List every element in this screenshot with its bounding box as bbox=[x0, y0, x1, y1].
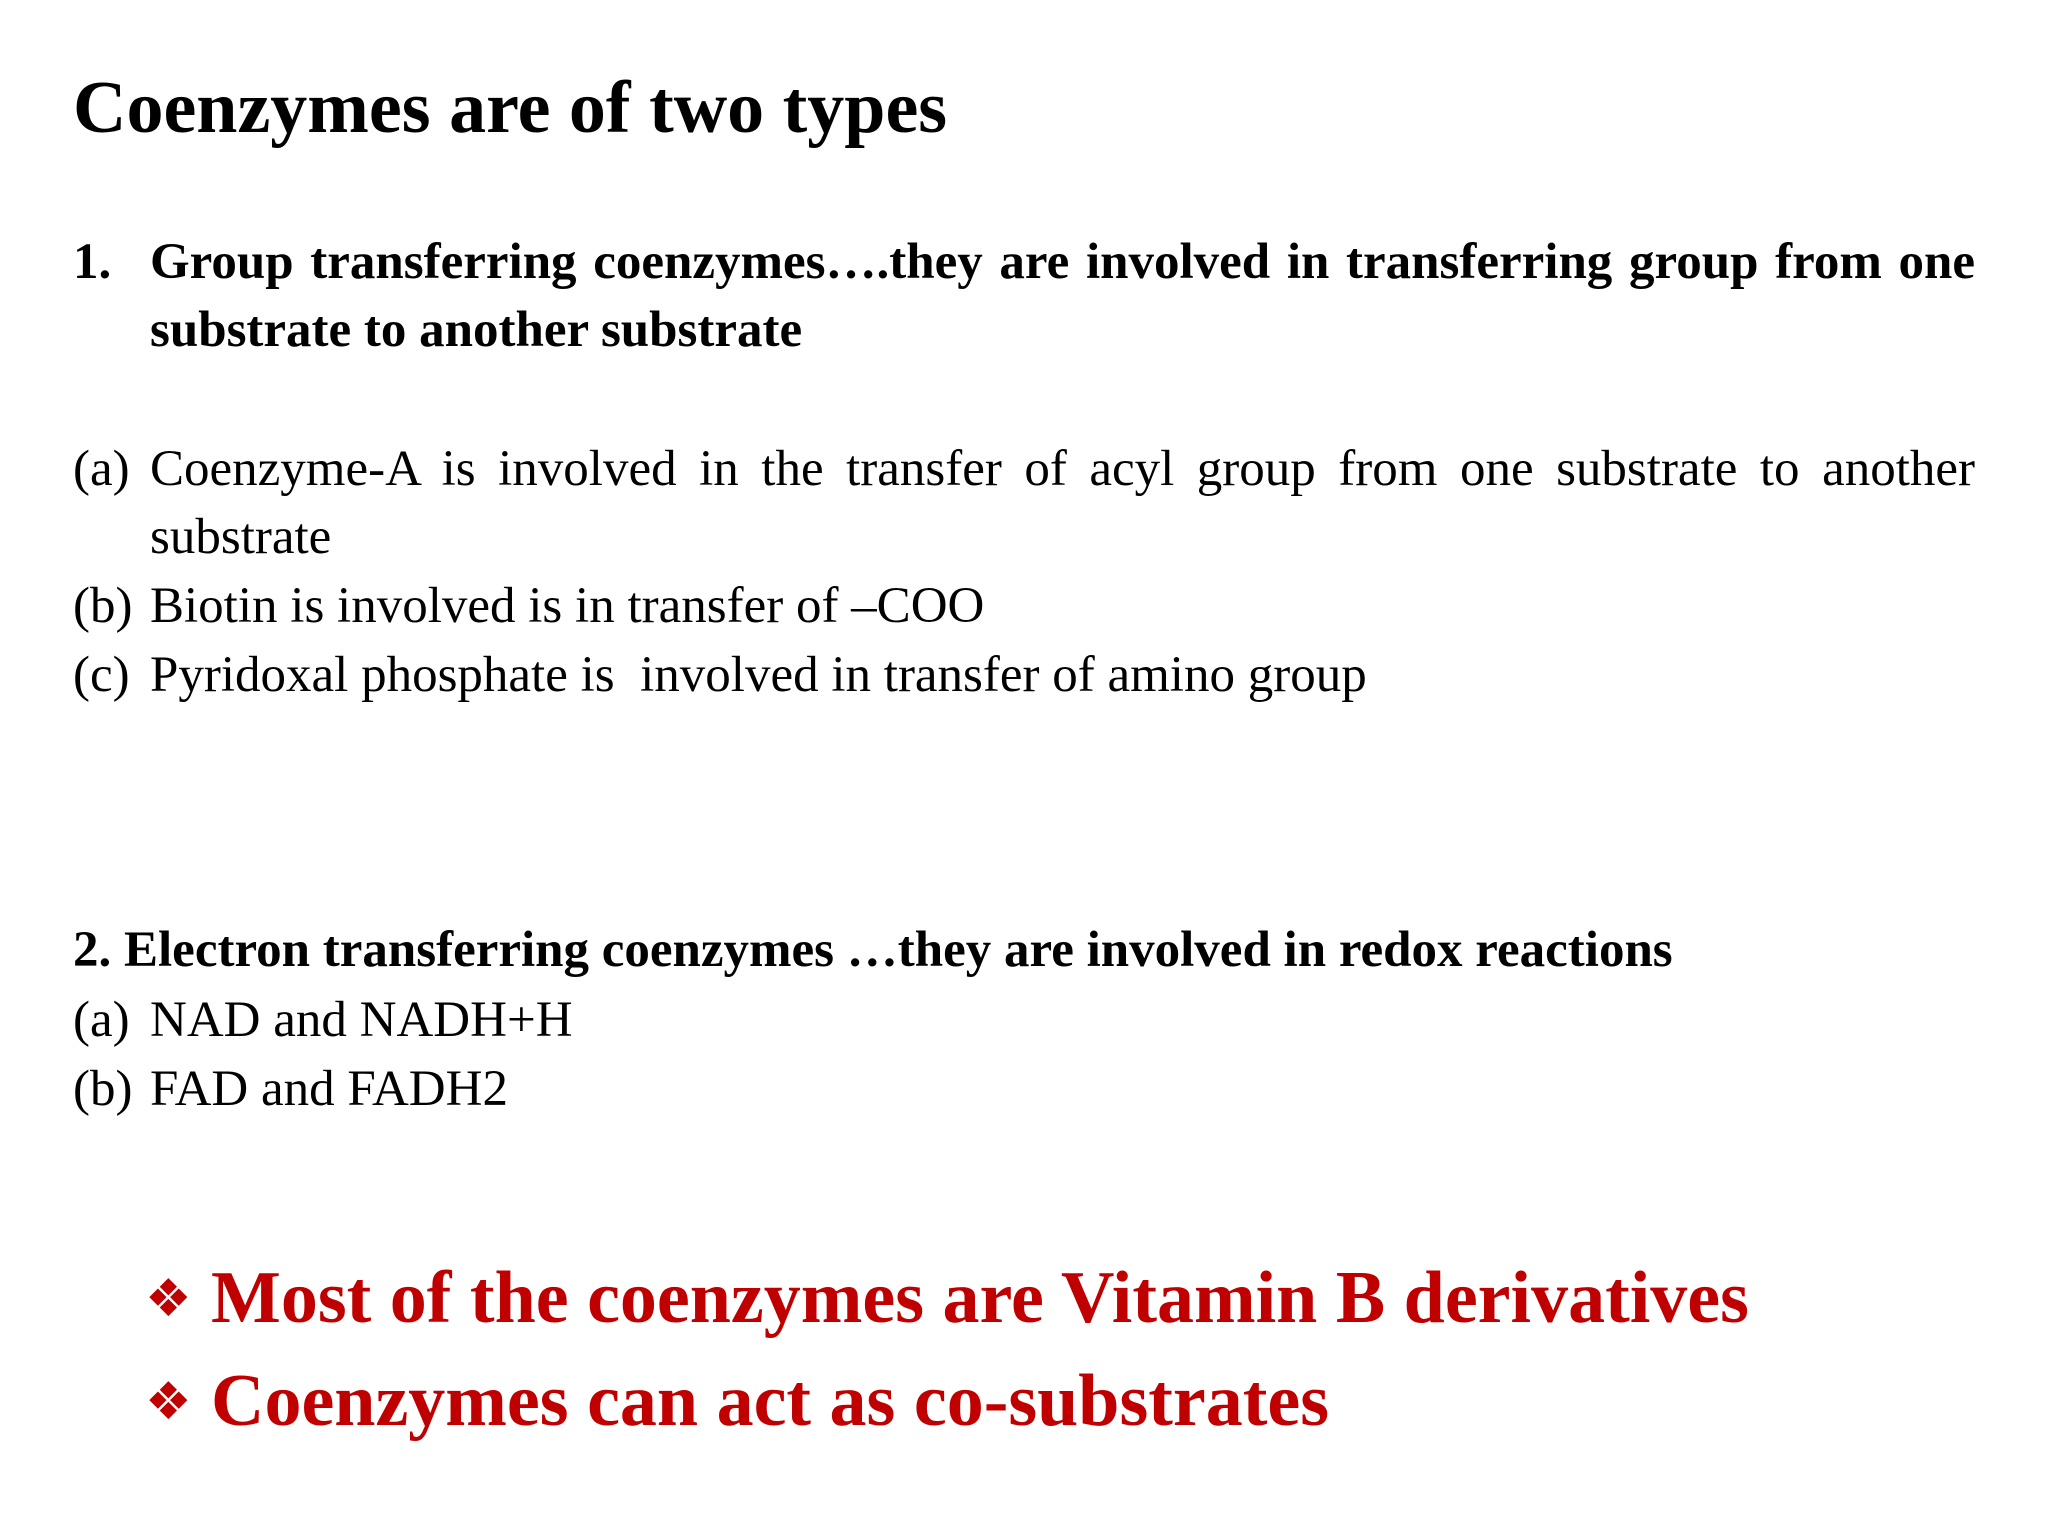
section-1-item-c bbox=[73, 641, 1975, 709]
item-text: Pyridoxal phosphate is involved in transfer of amino group bbox=[150, 647, 1367, 703]
key-point bbox=[145, 1353, 1749, 1456]
item-marker: (b) bbox=[73, 578, 133, 634]
item-text: FAD and FADH2 bbox=[150, 1061, 508, 1117]
item-text: NAD and NADH+H bbox=[150, 992, 573, 1048]
section-2-item-a bbox=[73, 986, 1975, 1054]
slide-title: Coenzymes are of two types bbox=[73, 67, 948, 149]
diamond-bullet-icon: ❖ bbox=[145, 1372, 192, 1432]
key-point bbox=[145, 1250, 1749, 1353]
item-text: Biotin is involved is in transfer of –COO bbox=[150, 578, 985, 634]
section-1-item-b bbox=[73, 572, 1975, 640]
key-point-text: Coenzymes can act as co-substrates bbox=[211, 1360, 1330, 1442]
section-1-item-a bbox=[73, 435, 1975, 571]
item-marker: (b) bbox=[73, 1061, 133, 1117]
item-text: Coenzyme-A is involved in the transfer of acyl group from one substrate to another substrate bbox=[150, 441, 1975, 565]
section-1-heading bbox=[73, 228, 1975, 364]
section-1-heading-text: Group transferring coenzymes….they are involved in transferring group from one substrate to another substrate bbox=[150, 234, 1975, 358]
diamond-bullet-icon: ❖ bbox=[145, 1269, 192, 1329]
item-marker: (c) bbox=[73, 647, 130, 703]
section-2-heading: 2. Electron transferring coenzymes …they are involved in redox reactions bbox=[73, 922, 1673, 978]
item-marker: (a) bbox=[73, 992, 130, 1048]
section-1-number: 1. bbox=[73, 234, 112, 290]
item-marker: (a) bbox=[73, 441, 130, 497]
section-2-item-b bbox=[73, 1055, 1975, 1123]
key-point-text: Most of the coenzymes are Vitamin B derivatives bbox=[211, 1257, 1749, 1339]
key-points bbox=[145, 1250, 1749, 1456]
